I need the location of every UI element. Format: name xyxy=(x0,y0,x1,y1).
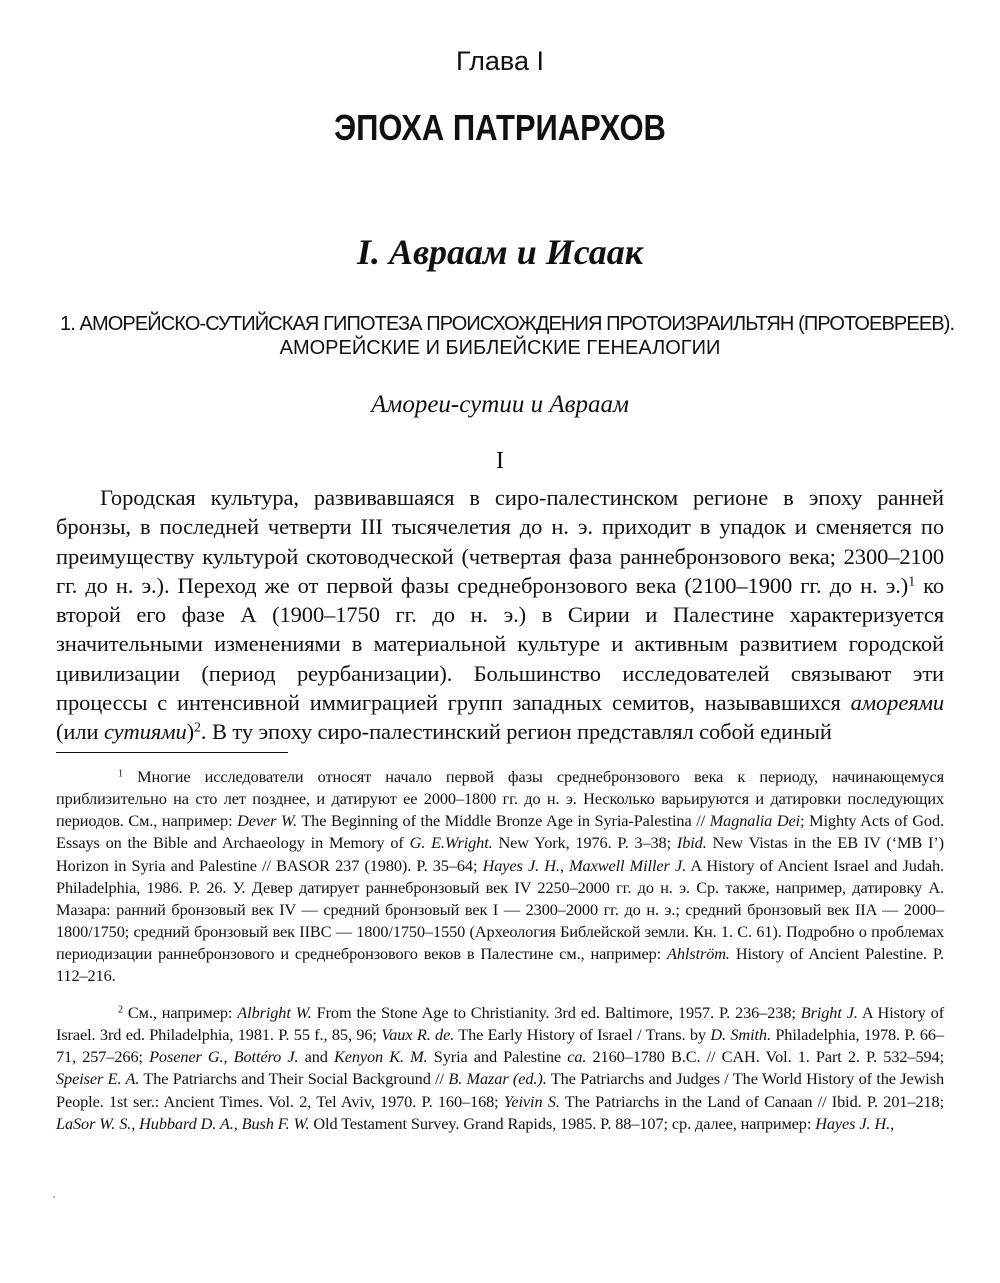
footnote-author: Albright W. xyxy=(237,1003,312,1022)
scan-speck xyxy=(53,1196,55,1198)
footnote-author: Hayes J. H. xyxy=(815,1113,891,1133)
footnote-author: G. E.Wright. xyxy=(409,833,493,853)
footnote-author: Yeivin S. xyxy=(503,1091,560,1111)
footnote-1 xyxy=(56,766,944,988)
footnote-text: A History of Israel. 3rd ed. Philadelphia, 1981. P. 55 f., 85, 96; xyxy=(56,1003,945,1045)
body-text-run: Городская культура, развивавшаяся в сиро-палестинском регионе в эпоху ранней бронзы, в последней четверти III тысячелетия до н. э. приходит в упадок и сменяется по преимуществу культурой скотоводческой (четвертая фаза раннебронзового века; 2300–2100 гг. до н. э.). Переход же от первой фазы среднебронзового века (2100–1900 гг. до н. э.) xyxy=(56,485,944,598)
footnote-text: 2160–1780 B.C. // CAH. Vol. 1. Part 2. P. 532–594; xyxy=(586,1047,944,1067)
footnote-text: Syria and Palestine xyxy=(427,1047,568,1067)
footnote-ref-2: 2 xyxy=(194,720,201,736)
footnote-author: B. Mazar (ed.). xyxy=(448,1069,547,1089)
body-term-sutians: сутиями xyxy=(103,719,187,745)
footnote-text: From the Stone Age to Christianity. 3rd ed. Baltimore, 1957. P. 236–238; xyxy=(311,1003,801,1022)
footnote-text: and xyxy=(298,1047,334,1067)
footnote-text: The Patriarchs and Their Social Background // xyxy=(139,1069,449,1089)
footnote-author: Posener G., Bottéro J. xyxy=(149,1047,299,1067)
body-term-amorites: амореями xyxy=(850,690,944,716)
footnote-2 xyxy=(56,1002,944,1135)
chapter-number: Глава I xyxy=(456,46,544,76)
footnote-text: Многие исследователи относят начало первой фазы среднебронзового века к периоду, начинающемуся приблизительно на сто лет позднее, и датируют ее 2000–1800 гг. до н. э. Несколько варьируются и датировки последующих периодов. См., например: xyxy=(56,767,944,831)
chapter-title: ЭПОХА ПАТРИАРХОВ xyxy=(334,107,666,148)
footnote-author: LaSor W. S., Hubbard D. A., Bush F. W. xyxy=(56,1113,310,1133)
footnote-author: Kenyon K. M. xyxy=(333,1047,428,1067)
footnote-text: См., например: xyxy=(122,1003,238,1022)
footnote-author: Dever W. xyxy=(237,811,297,831)
footnote-text: New Vistas in the EB IV (‘MB I’) Horizon in Syria and Palestine // BASOR 237 (1980). P. 35–64; xyxy=(56,833,944,875)
footnote-text: Old Testament Survey. Grand Rapids, 1985. P. 88–107; ср. далее, например: xyxy=(309,1113,816,1133)
body-text-run: . В ту эпоху сиро-палестинский регион представлял собой единый xyxy=(200,719,832,745)
footnote-1-mark: 1 xyxy=(118,768,123,780)
footnote-author: Hayes J. H. xyxy=(482,855,560,875)
footnote-title: Magnalia Dei xyxy=(709,811,801,831)
footnote-author: Ahlström. xyxy=(667,944,730,964)
footnote-2-mark: 2 xyxy=(118,1004,123,1016)
footnote-author: D. Smith. xyxy=(710,1025,771,1045)
footnote-text: A History of Ancient Israel and Judah. Philadelphia, 1986. P. 26. У. Девер датирует раннебронзовый век IV 2250–2000 гг. до н. э. Ср. также, например, датировку А. Мазара: ранний бронзовый век IV — средний бронзовый век I — 2300–2000 гг. до н. э.; средний бронзовый век IIA — 2000–1800/1750; средний бронзовый век IIBC — 1800/1750–1550 (Археология Библейской земли. Кн. 1. С. 61). Подробно о проблемах периодизации раннебронзового и среднебронзового веков в Палестине см., например: xyxy=(56,855,945,964)
footnote-author: Speiser E. A. xyxy=(56,1069,140,1089)
footnote-text: The Beginning of the Middle Bronze Age in Syria-Palestina // xyxy=(296,811,710,831)
footnote-text: , xyxy=(890,1113,895,1133)
section-heading xyxy=(60,312,955,360)
body-text-run: ко второй его фазе А (1900–1750 гг. до н. э.) в Сирии и Палестине характеризуется значительными изменениями в материальной культуре и активным развитием городской цивилизации (период реурбанизации). Большинство исследователей связывают эти процессы с интенсивной иммиграцией групп западных семитов, называвшихся xyxy=(56,572,944,716)
footnote-term: ca. xyxy=(567,1047,587,1067)
footnote-text: The Patriarchs and Judges / The World History of the Jewish People. 1st ser.: Ancient Times. Vol. 2, Tel Aviv, 1970. P. 160–168; xyxy=(56,1069,945,1111)
section-heading-line-1: 1. АМОРЕЙСКО-СУТИЙСКАЯ ГИПОТЕЗА ПРОИСХОЖДЕНИЯ ПРОТОИЗРАИЛЬТЯН (ПРОТОЕВРЕЕВ). xyxy=(60,313,955,335)
footnote-text: Philadelphia, 1978. P. 66–71, 257–266; xyxy=(56,1025,945,1067)
footnote-author: Maxwell Miller J. xyxy=(569,855,687,875)
footnote-author: Ibid. xyxy=(676,833,707,853)
footnote-author: Bright J. xyxy=(800,1003,858,1022)
footnote-text: History of Ancient Palestine. P. 112–216. xyxy=(56,944,944,986)
body-text-run: ) xyxy=(186,719,195,745)
footnote-separator xyxy=(56,752,288,753)
footnote-text: New York, 1976. P. 3–38; xyxy=(492,833,677,853)
footnote-text: The Early History of Israel / Trans. by xyxy=(454,1025,711,1045)
footnote-text: ; Mighty Acts of God. Essays on the Bible and Archaeology in Memory of xyxy=(56,811,944,853)
footnote-text: , xyxy=(559,855,570,875)
footnote-ref-1: 1 xyxy=(908,574,916,590)
body-text-run: (или xyxy=(56,719,104,745)
section-heading-line-2: АМОРЕЙСКИЕ И БИБЛЕЙСКИЕ ГЕНЕАЛОГИИ xyxy=(279,337,721,359)
footnote-text: The Patriarchs in the Land of Canaan // Ibid. P. 201–218; xyxy=(559,1091,944,1111)
body-paragraph xyxy=(56,483,944,747)
subsection-number: I xyxy=(496,448,504,474)
part-title: I. Авраам и Исаак xyxy=(356,232,644,272)
footnote-author: Vaux R. de. xyxy=(381,1025,455,1045)
subsection-title: Амореи-сутии и Авраам xyxy=(371,391,629,418)
